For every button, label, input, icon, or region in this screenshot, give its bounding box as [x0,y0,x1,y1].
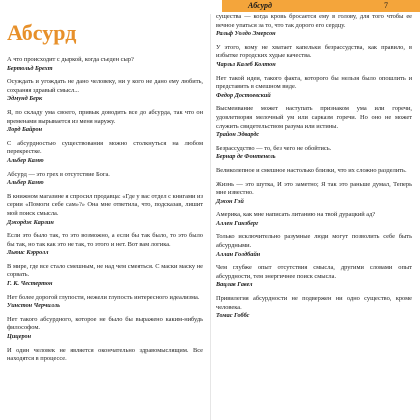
quote-author: Альбер Камю [7,179,44,187]
quote-text: Осуждать и угождать не дано человеку, ни у кого не дано ему любить, сохраняя здравый смысл... [7,78,203,94]
quote [7,232,203,258]
quote-text: Америка, как мне написать литанию на твой дурацкий ад? [216,211,376,219]
quote-author: Цицерон [7,333,32,341]
left-column [7,56,203,369]
quote-text: Жизнь — это шутка, И это заметно; Я так это раньше думал, Теперь мне известно. [216,180,412,197]
quote [216,233,412,259]
quote [7,171,203,188]
quote [216,167,412,176]
quote [216,145,412,162]
quote-text: У этого, кому не хватает капельки безрассудства, как правило, в избытке городских худые качества. [216,43,412,60]
page-header [0,0,420,14]
quote-text: Привилегия абсурдности не подвержен ни одно существо, кроме человека. [216,295,412,311]
quote [216,44,412,70]
quote [7,78,203,104]
quote-text: В книжном магазине я спросил продавца: «Где у вас отдел с книгами из серии «Помоги себе сам»?» Она мне ответила, что, подсказав, лишит мой поиск смысла. [7,192,203,217]
quote-text: В мире, где все стало смешным, не над чем смеяться. С маски маску не сорвать. [7,262,203,279]
quote [7,193,203,227]
quote-author: Эдмунд Берк [7,95,43,103]
quote-text: И один человек не является окончательно здравомыслящим. Все находятся в процессе. [7,346,203,363]
quote-text: Чем глубже опыт отсутствия смысла, другими словами опыт абсурдности, тем энергичнее поиск смысла. [216,264,412,280]
quote [216,105,412,139]
quote-text: Я, по складу ума своего, привык доводить все до абсурда, так что он временами вырывается из меня наружу. [7,108,203,125]
quote-text: А что происходит с дыркой, когда съеден сыр? [7,56,134,63]
quote-author: Аллан Голдбайн [216,250,261,258]
quote [216,75,412,101]
quote [7,347,203,364]
quote-author: Ральф Уолдо Эмерсон [216,30,276,38]
quote-author: Джордж Карлин [7,218,54,226]
quote-author: Г. К. Честертон [7,280,53,288]
quote [216,264,412,290]
quote-text: существа — когда кровь бросается ему в голову, для того чтобы ее вечное упаться за то, что так дорого его сердцу. [216,13,412,29]
right-column [216,13,412,326]
quote [7,109,203,135]
quote [216,211,412,228]
quote-author: Бернар де Фонтенель [216,153,276,161]
quote [7,263,203,289]
quote [7,294,203,311]
quote-author: Вацлав Гавел [216,281,253,289]
quote-text: Нет более дорогой глупости, нежели глупость интересного идеализма. [7,293,200,301]
quote-text: Безрассудство — то, без чего не обойтись. [216,144,332,152]
page-title: Абсурд [7,20,77,45]
quote-author: Альбер Камю [7,156,44,164]
quote-text: Нет такого абсурдного, которое не было бы выражено каким-нибудь философом. [7,315,203,332]
quote-text: Великолепное и смешное настолько близки, что их сложно разделить. [216,166,407,174]
quote [216,13,412,39]
quote-author: Чарльз Калеб Колтон [216,60,276,68]
quote-author: Федор Достоевский [216,91,271,99]
quote-author: Льюис Кэрролл [7,249,49,257]
quote [7,140,203,166]
quote-text: Если это было так, то это возможно, а если бы так было, то это было бы так, но так как это не так, то этого и нет. Вот вам логика. [7,232,203,248]
quote-text: Только исключительно разумные люди могут позволить себе быть абсурдными. [216,233,412,250]
quote [7,316,203,342]
quote-text: Высмеивание может наступать признаком ума или горечи, удовлетворяя мелочный ум или сарказм горечи. Но оно не может служить свидетельством разума или истины. [216,105,412,130]
quote [7,56,203,73]
quote-author: Аллен Гинзберг [216,219,259,227]
quote-author: Лорд Байрон [7,126,43,134]
quote-author: Томас Гоббс [216,312,250,320]
quote-author: Джон Гэй [216,197,244,205]
quote [216,295,412,321]
column-divider [210,14,211,420]
quote-text: Абсурд — это грех в отсутствие Бога. [7,170,110,178]
quote-text: С абсурдностью существования можно столкнуться на любом перекрестке. [7,139,203,156]
quote-author: Уинстон Черчилль [7,302,60,310]
page-number: 7 [384,1,388,10]
quote-author: Бертольд Брехт [7,64,53,72]
quote-text: Нет такой идеи, такого факта, которого бы нельзя было опошлить и представить в смешном виде. [216,74,412,91]
quote-author: Трайон Эдвардс [216,131,260,139]
header-section-label: Абсурд [248,1,272,10]
quote [216,181,412,207]
